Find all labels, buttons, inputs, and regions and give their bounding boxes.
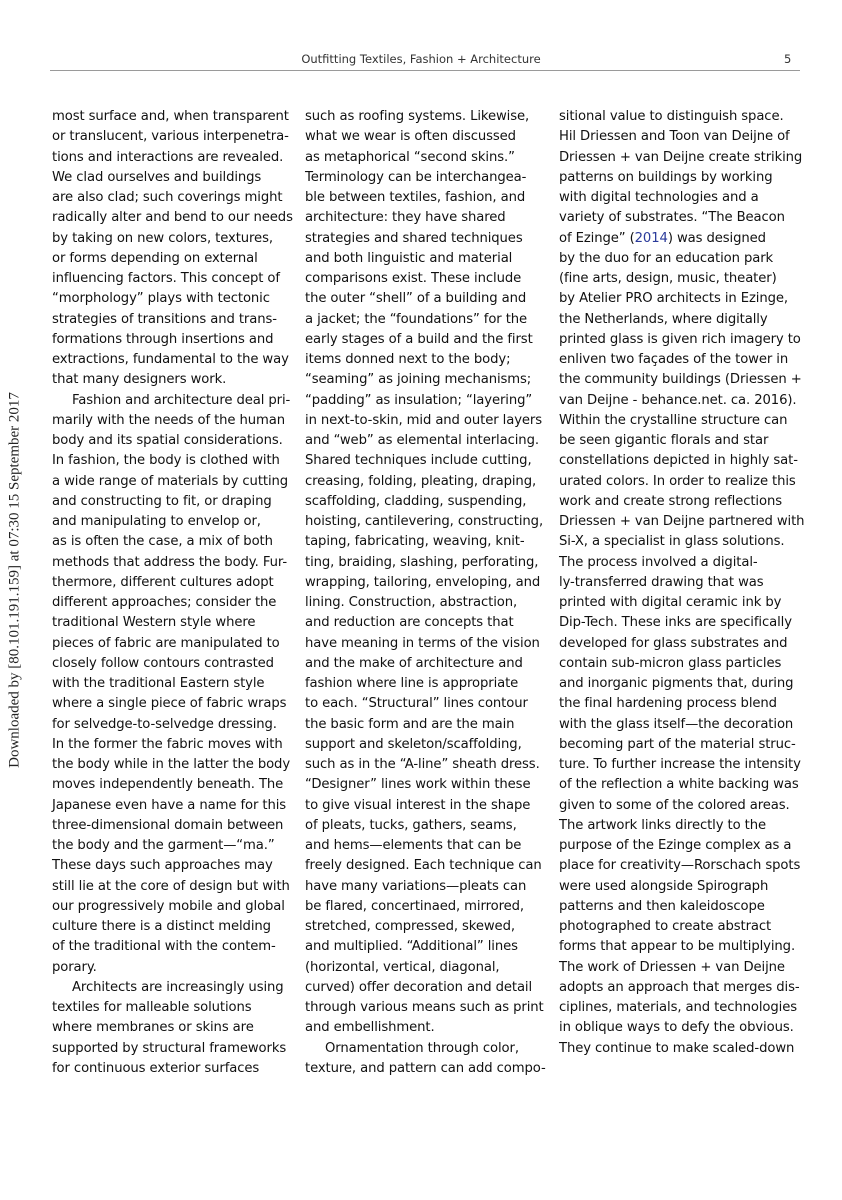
text-line: the Netherlands, where digitally <box>559 311 768 327</box>
text-line: by Atelier PRO architects in Ezinge, <box>559 291 789 307</box>
text-line: the body and the garment—“ma.” <box>52 838 275 853</box>
text-line: where membranes or skins are <box>52 1020 254 1036</box>
running-header-title: Outfitting Textiles, Fashion + Architecture <box>301 52 541 66</box>
text-line: Terminology can be interchangea- <box>305 169 527 185</box>
citation-link[interactable]: 2014 <box>634 230 668 246</box>
text-line: place for creativity—Rorschach spots <box>559 858 801 874</box>
text-line: The work of Driessen + van Deijne <box>559 959 785 975</box>
text-line: a wide range of materials by cutting <box>52 473 289 489</box>
text-line: and multiplied. “Additional” lines <box>305 939 518 955</box>
text-line: of the reflection a white backing was <box>559 777 799 793</box>
text-line: the community buildings (Driessen + <box>559 372 802 388</box>
text-line: or translucent, various interpenetra- <box>52 129 289 145</box>
text-line: constellations depicted in highly sat- <box>559 453 798 469</box>
text-line: with the traditional Eastern style <box>52 676 265 691</box>
text-line: stretched, compressed, skewed, <box>305 919 515 934</box>
text-line: thermore, different cultures adopt <box>52 574 274 590</box>
text-line: or forms depending on external <box>52 250 258 266</box>
text-line: Driessen + van Deijne create striking <box>559 149 803 165</box>
text-line: Ornamentation through color, <box>325 1040 519 1056</box>
text-line: work and create strong reflections <box>559 493 782 509</box>
text-line: “morphology” plays with tectonic <box>52 291 270 307</box>
text-line: the body while in the latter the body <box>52 757 291 772</box>
text-line: enliven two façades of the tower in <box>559 352 789 367</box>
text-line: porary. <box>52 959 97 975</box>
text-line: forms that appear to be multiplying. <box>559 939 796 955</box>
text-line: “seaming” as joining mechanisms; <box>305 372 532 388</box>
text-line: The process involved a digital- <box>559 554 758 570</box>
text-line: of pleats, tucks, gathers, seams, <box>305 817 517 833</box>
text-line: curved) offer decoration and detail <box>305 979 533 995</box>
text-line: closely follow contours contrasted <box>52 655 274 671</box>
text-line: for continuous exterior surfaces <box>52 1060 260 1076</box>
text-line: to each. “Structural” lines contour <box>305 696 528 712</box>
text-line: to give visual interest in the shape <box>305 797 531 813</box>
text-line: by the duo for an education park <box>559 250 774 266</box>
text-line: are also clad; such coverings might <box>52 190 283 205</box>
text-line: support and skeleton/scaffolding, <box>305 736 522 752</box>
text-line: printed glass is given rich imagery to <box>559 331 801 347</box>
text-line: that many designers work. <box>52 372 227 388</box>
text-line: Driessen + van Deijne partnered with <box>559 514 805 529</box>
text-line: the outer “shell” of a building and <box>305 291 527 307</box>
text-line: what we wear is often discussed <box>305 129 516 145</box>
text-line: be seen gigantic florals and star <box>559 433 769 448</box>
text-line: early stages of a build and the first <box>305 331 533 347</box>
text-line: items donned next to the body; <box>305 352 511 367</box>
text-line: Dip-Tech. These inks are specifically <box>559 615 792 631</box>
text-line: were used alongside Spirograph <box>559 878 769 894</box>
text-line: ly-transferred drawing that was <box>559 574 764 590</box>
download-watermark-text: Downloaded by [80.101.191.159] at 07:30 15 September 2017 <box>6 392 23 768</box>
text-line: patterns on buildings by working <box>559 169 773 185</box>
text-line: They continue to make scaled-down <box>559 1040 795 1056</box>
text-line: different approaches; consider the <box>52 595 277 610</box>
text-line: contain sub-micron glass particles <box>559 655 782 671</box>
text-line: Fashion and architecture deal pri- <box>72 392 291 408</box>
text-line: Japanese even have a name for this <box>52 797 287 813</box>
text-line: and inorganic pigments that, during <box>559 676 794 691</box>
text-line: in next-to-skin, mid and outer layers <box>305 412 542 428</box>
text-line: such as in the “A-line” sheath dress. <box>305 757 540 772</box>
text-line: and reduction are concepts that <box>305 615 514 631</box>
text-line: marily with the needs of the human <box>52 412 286 428</box>
text-line: for selvedge-to-selvedge dressing. <box>52 716 277 732</box>
text-line: most surface and, when transparent <box>52 109 289 124</box>
text-line: textiles for malleable solutions <box>52 1000 252 1015</box>
text-line: wrapping, tailoring, enveloping, and <box>305 574 541 590</box>
text-line: We clad ourselves and buildings <box>52 169 262 185</box>
text-column-2 <box>305 107 545 1079</box>
text-line: These days such approaches may <box>52 858 273 874</box>
text-fragment: of Ezinge” ( <box>559 230 635 246</box>
text-line: methods that address the body. Fur- <box>52 554 287 570</box>
text-line: The artwork links directly to the <box>559 817 767 833</box>
text-line: Architects are increasingly using <box>72 979 284 995</box>
text-line: ble between textiles, fashion, and <box>305 190 526 205</box>
text-line: and the make of architecture and <box>305 655 523 671</box>
text-line: patterns and then kaleidoscope <box>559 898 765 914</box>
text-line: freely designed. Each technique can <box>305 858 542 874</box>
text-line: have meaning in terms of the vision <box>305 635 540 651</box>
text-line: and hems—elements that can be <box>305 838 522 853</box>
text-line: and manipulating to envelop or, <box>52 514 261 529</box>
text-line: body and its spatial considerations. <box>52 433 283 448</box>
text-line: three-dimensional domain between <box>52 817 284 833</box>
text-line: the basic form and are the main <box>305 716 515 732</box>
text-line: formations through insertions and <box>52 331 274 347</box>
text-line: and embellishment. <box>305 1020 435 1036</box>
text-line: becoming part of the material struc- <box>559 736 796 752</box>
header-rule <box>50 70 800 71</box>
text-line: van Deijne - behance.net. ca. 2016). <box>559 392 797 408</box>
text-line: (fine arts, design, music, theater) <box>559 271 777 286</box>
text-line: with the glass itself—the decoration <box>559 716 794 732</box>
text-line: variety of substrates. “The Beacon <box>559 210 785 226</box>
text-line: scaffolding, cladding, suspending, <box>305 493 527 509</box>
text-line: have many variations—pleats can <box>305 878 527 894</box>
text-line: as is often the case, a mix of both <box>52 534 273 550</box>
text-line: extractions, fundamental to the way <box>52 352 289 367</box>
text-line: In the former the fabric moves with <box>52 736 283 752</box>
text-line: such as roofing systems. Likewise, <box>305 109 530 124</box>
text-line: and both linguistic and material <box>305 250 513 266</box>
text-line: Shared techniques include cutting, <box>305 453 532 469</box>
text-column-3 <box>559 107 805 1059</box>
text-line: supported by structural frameworks <box>52 1040 287 1056</box>
text-line: Within the crystalline structure can <box>559 412 788 428</box>
text-line: fashion where line is appropriate <box>305 676 519 691</box>
text-line: still lie at the core of design but with <box>52 878 290 894</box>
text-line: urated colors. In order to realize this <box>559 473 796 489</box>
text-line: lining. Construction, abstraction, <box>305 595 518 610</box>
text-line: and constructing to fit, or draping <box>52 493 272 509</box>
text-line: in oblique ways to defy the obvious. <box>559 1020 794 1036</box>
text-line: creasing, folding, pleating, draping, <box>305 473 537 489</box>
text-line: be flared, concertinaed, mirrored, <box>305 898 524 914</box>
text-line: sitional value to distinguish space. <box>559 109 784 124</box>
text-line: strategies and shared techniques <box>305 230 523 246</box>
text-fragment: ) was designed <box>667 230 766 246</box>
text-line: our progressively mobile and global <box>52 898 285 914</box>
text-line: hoisting, cantilevering, constructing, <box>305 514 544 529</box>
text-line: of the traditional with the contem- <box>52 939 276 955</box>
text-line: ting, braiding, slashing, perforating, <box>305 554 539 570</box>
text-line: In fashion, the body is clothed with <box>52 453 280 469</box>
text-line: purpose of the Ezinge complex as a <box>559 838 792 853</box>
text-line: (horizontal, vertical, diagonal, <box>305 959 500 975</box>
text-line: moves independently beneath. The <box>52 777 284 793</box>
text-line: comparisons exist. These include <box>305 271 522 286</box>
text-line: architecture: they have shared <box>305 210 506 226</box>
text-line: “Designer” lines work within these <box>305 777 531 793</box>
text-line: ture. To further increase the intensity <box>559 757 801 772</box>
text-line: given to some of the colored areas. <box>559 797 790 813</box>
text-line: photographed to create abstract <box>559 919 772 934</box>
text-line: Hil Driessen and Toon van Deijne of <box>559 129 790 145</box>
text-line <box>559 229 799 249</box>
page-number: 5 <box>784 52 792 66</box>
text-line: by taking on new colors, textures, <box>52 230 273 246</box>
text-line: adopts an approach that merges dis- <box>559 979 800 995</box>
text-line: where a single piece of fabric wraps <box>52 696 287 712</box>
text-line: a jacket; the “foundations” for the <box>305 311 528 327</box>
text-line: texture, and pattern can add compo- <box>305 1060 546 1076</box>
text-line: culture there is a distinct melding <box>52 919 271 934</box>
text-line: through various means such as print <box>305 1000 544 1015</box>
text-column-1 <box>52 107 292 1079</box>
text-line: ciplines, materials, and technologies <box>559 1000 798 1015</box>
text-line: “padding” as insulation; “layering” <box>305 392 533 408</box>
text-line: taping, fabricating, weaving, knit- <box>305 534 525 550</box>
text-line: Si-X, a specialist in glass solutions. <box>559 534 785 550</box>
text-line: with digital technologies and a <box>559 190 759 205</box>
text-line: tions and interactions are revealed. <box>52 149 284 165</box>
text-line: radically alter and bend to our needs <box>52 210 293 226</box>
text-line: as metaphorical “second skins.” <box>305 149 515 165</box>
text-line: printed with digital ceramic ink by <box>559 595 782 610</box>
text-line: pieces of fabric are manipulated to <box>52 635 280 651</box>
text-line: developed for glass substrates and <box>559 635 788 651</box>
text-line: strategies of transitions and trans- <box>52 311 277 327</box>
text-line: the final hardening process blend <box>559 696 777 712</box>
text-line: and “web” as elemental interlacing. <box>305 433 539 448</box>
text-line: traditional Western style where <box>52 615 256 631</box>
text-line: influencing factors. This concept of <box>52 271 280 286</box>
